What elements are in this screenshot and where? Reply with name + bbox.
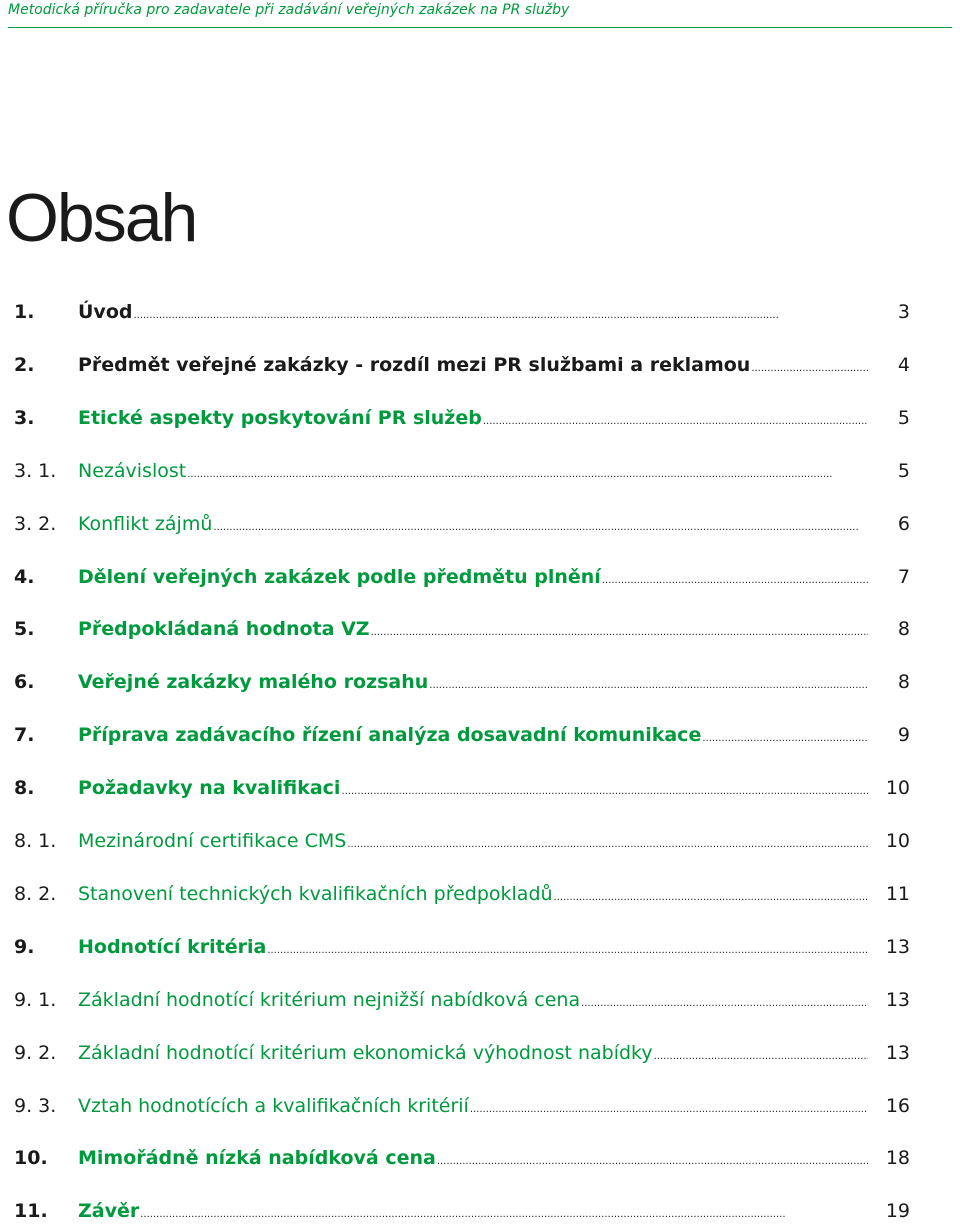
toc-entry-page: 4	[897, 354, 910, 376]
toc-entry-label-wrap	[78, 932, 868, 962]
toc-entry-number: 8. 2.	[14, 883, 57, 905]
toc-entry-number: 7.	[14, 724, 35, 746]
toc-entry-label-wrap	[78, 456, 868, 486]
toc-entry-number: 6.	[14, 671, 35, 693]
toc-entry-number: 10.	[14, 1147, 48, 1169]
toc-entry-label: Základní hodnotící kritérium ekonomická výhodnost nabídky	[78, 1042, 653, 1064]
toc-dot-leader	[653, 1038, 868, 1068]
toc-entry-page: 11	[885, 883, 910, 905]
toc-dot-leader	[482, 403, 868, 433]
toc-dot-leader	[580, 985, 868, 1015]
toc-entry-number: 2.	[14, 354, 35, 376]
toc-entry-page: 10	[885, 830, 910, 852]
toc-entry-label: Vztah hodnotících a kvalifikačních kritérií	[78, 1095, 469, 1117]
toc-entry-label: Požadavky na kvalifikaci	[78, 777, 341, 799]
toc-dot-leader	[436, 1143, 868, 1173]
toc-entry-label-wrap	[78, 985, 868, 1015]
toc-entry-label: Konflikt zájmů	[78, 513, 213, 535]
toc-dot-leader	[212, 509, 868, 539]
toc-entry-page: 3	[897, 301, 910, 323]
toc-entry-number: 9.	[14, 936, 35, 958]
toc-entry-label: Etické aspekty poskytování PR služeb	[78, 407, 482, 429]
toc-entry-label-wrap	[78, 879, 868, 909]
toc-entry-page: 5	[897, 460, 910, 482]
toc-entry-label: Dělení veřejných zakázek podle předmětu plnění	[78, 566, 601, 588]
toc-entry[interactable]	[0, 667, 960, 697]
toc-dot-leader	[553, 879, 868, 909]
toc-entry[interactable]	[0, 509, 960, 539]
toc-entry-page: 13	[885, 936, 910, 958]
toc-dot-leader	[428, 667, 868, 697]
toc-entry[interactable]	[0, 879, 960, 909]
toc-entry-label-wrap	[78, 562, 868, 592]
toc-entry-label: Předpokládaná hodnota VZ	[78, 618, 370, 640]
toc-entry-label-wrap	[78, 1091, 868, 1121]
toc-entry-label-wrap	[78, 297, 868, 327]
toc-entry-page: 8	[897, 671, 910, 693]
toc-entry-page: 10	[885, 777, 910, 799]
running-header-text: Metodická příručka pro zadavatele při zadávání veřejných zakázek na PR služby	[8, 2, 570, 18]
toc-entry[interactable]	[0, 1143, 960, 1173]
toc-entry-page: 6	[897, 513, 910, 535]
toc-entry-number: 4.	[14, 566, 35, 588]
toc-entry[interactable]	[0, 1091, 960, 1121]
toc-entry-label: Veřejné zakázky malého rozsahu	[78, 671, 429, 693]
toc-entry-label-wrap	[78, 614, 868, 644]
toc-entry-label: Předmět veřejné zakázky - rozdíl mezi PR službami a reklamou	[78, 354, 751, 376]
toc-entry[interactable]	[0, 403, 960, 433]
toc-entry[interactable]	[0, 456, 960, 486]
toc-entry-page: 18	[885, 1147, 910, 1169]
toc-entry-page: 16	[885, 1095, 910, 1117]
toc-entry-label-wrap	[78, 403, 868, 433]
toc-dot-leader	[370, 614, 868, 644]
toc-entry-label-wrap	[78, 350, 868, 380]
toc-entry-number: 3. 1.	[14, 460, 57, 482]
toc-dot-leader	[186, 456, 868, 486]
toc-entry-number: 3.	[14, 407, 35, 429]
toc-entry-label-wrap	[78, 720, 868, 750]
toc-entry-number: 3. 2.	[14, 513, 57, 535]
toc-entry-label-wrap	[78, 1196, 868, 1226]
toc-entry[interactable]	[0, 297, 960, 327]
toc-entry-number: 9. 1.	[14, 989, 57, 1011]
toc-entry-page: 19	[885, 1200, 910, 1222]
toc-entry-number: 5.	[14, 618, 35, 640]
page-title: Obsah	[6, 180, 197, 256]
toc-dot-leader	[750, 350, 868, 380]
toc-entry-number: 8.	[14, 777, 35, 799]
toc-entry-number: 8. 1.	[14, 830, 57, 852]
toc-entry-number: 11.	[14, 1200, 48, 1222]
toc-entry-label: Příprava zadávacího řízení analýza dosavadní komunikace	[78, 724, 702, 746]
toc-entry-label-wrap	[78, 1143, 868, 1173]
toc-entry-number: 9. 3.	[14, 1095, 57, 1117]
toc-entry-page: 5	[897, 407, 910, 429]
toc-entry-label-wrap	[78, 826, 868, 856]
toc-entry[interactable]	[0, 720, 960, 750]
toc-entry-page: 13	[885, 1042, 910, 1064]
toc-entry-number: 1.	[14, 301, 35, 323]
toc-entry-page: 13	[885, 989, 910, 1011]
toc-entry-label-wrap	[78, 1038, 868, 1068]
toc-entry[interactable]	[0, 562, 960, 592]
toc-entry[interactable]	[0, 350, 960, 380]
toc-entry-label: Závěr	[78, 1200, 140, 1222]
toc-dot-leader	[601, 562, 868, 592]
toc-dot-leader	[340, 773, 868, 803]
toc-entry[interactable]	[0, 773, 960, 803]
toc-entry-label-wrap	[78, 509, 868, 539]
toc-entry-label: Hodnotící kritéria	[78, 936, 267, 958]
toc-entry-number: 9. 2.	[14, 1042, 57, 1064]
toc-dot-leader	[346, 826, 868, 856]
toc-entry[interactable]	[0, 1038, 960, 1068]
toc-dot-leader	[139, 1196, 868, 1226]
toc-entry-label: Stanovení technických kvalifikačních předpokladů	[78, 883, 553, 905]
toc-entry-label-wrap	[78, 667, 868, 697]
toc-dot-leader	[266, 932, 868, 962]
toc-entry-label: Nezávislost	[78, 460, 187, 482]
toc-entry-page: 8	[897, 618, 910, 640]
toc-entry-label-wrap	[78, 773, 868, 803]
toc-entry[interactable]	[0, 985, 960, 1015]
toc-entry[interactable]	[0, 826, 960, 856]
toc-entry-page: 9	[897, 724, 910, 746]
toc-entry-label: Mimořádně nízká nabídková cena	[78, 1147, 436, 1169]
toc-dot-leader	[701, 720, 868, 750]
toc-entry[interactable]	[0, 932, 960, 962]
toc-entry-label: Základní hodnotící kritérium nejnižší nabídková cena	[78, 989, 581, 1011]
toc-entry[interactable]	[0, 1196, 960, 1226]
toc-entry[interactable]	[0, 614, 960, 644]
toc-dot-leader	[132, 297, 868, 327]
toc-entry-label: Úvod	[78, 301, 133, 323]
toc-dot-leader	[469, 1091, 868, 1121]
toc-entry-label: Mezinárodní certifikace CMS	[78, 830, 347, 852]
toc-entry-page: 7	[897, 566, 910, 588]
